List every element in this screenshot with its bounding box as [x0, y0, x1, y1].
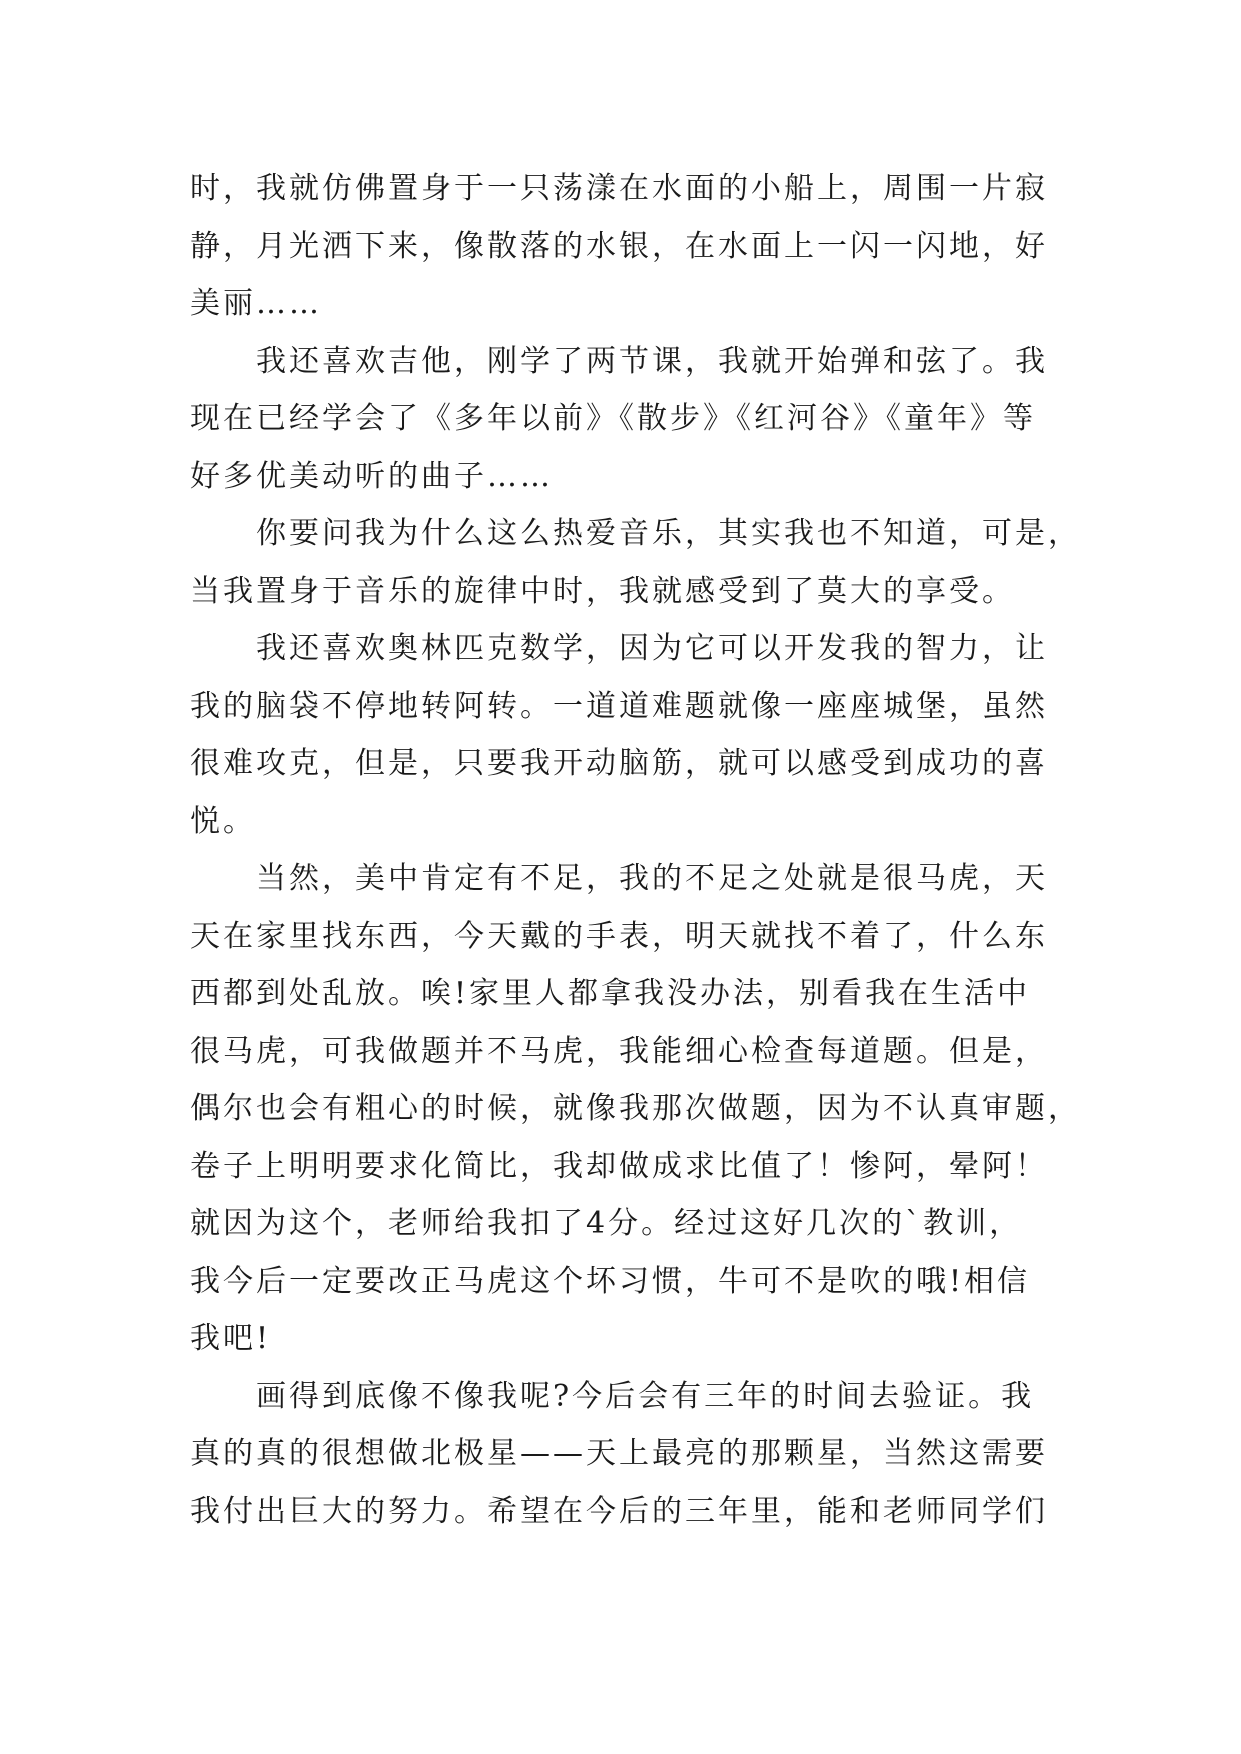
text-line: 悦。 [190, 803, 256, 839]
text-line: 天在家里找东西，今天戴的手表，明天就找不着了，什么东 [190, 918, 1048, 954]
text-line: 真的真的很想做北极星——天上最亮的那颗星，当然这需要 [190, 1436, 1048, 1471]
text-line: 偶尔也会有粗心的时候，就像我那次做题，因为不认真审题， [190, 1091, 1081, 1126]
text-line: 你要问我为什么这么热爱音乐，其实我也不知道，可是， [190, 516, 1081, 551]
text-line: 画得到底像不像我呢?今后会有三年的时间去验证。我 [190, 1378, 1035, 1414]
text-line: 我吧! [190, 1321, 272, 1356]
text-line: 我还喜欢奥林匹克数学，因为它可以开发我的智力，让 [190, 631, 1048, 666]
text-line: 我的脑袋不停地转阿转。一道道难题就像一座座城堡，虽然 [190, 688, 1048, 724]
text-line: 就因为这个，老师给我扣了4分。经过这好几次的`教训， [190, 1206, 1023, 1241]
text-line: 现在已经学会了《多年以前》《散步》《红河谷》《童年》等 [190, 401, 1036, 436]
text-line: 很马虎，可我做题并不马虎，我能细心检查每道题。但是， [190, 1033, 1048, 1069]
text-line: 静，月光洒下来，像散落的水银，在水面上一闪一闪地，好 [190, 228, 1048, 264]
text-line: 西都到处乱放。唉!家里人都拿我没办法，别看我在生活中 [190, 976, 1031, 1011]
text-line: 很难攻克，但是，只要我开动脑筋，就可以感受到成功的喜 [190, 746, 1048, 781]
text-line: 我今后一定要改正马虎这个坏习惯，牛可不是吹的哦!相信 [190, 1263, 1031, 1299]
text-line: 当我置身于音乐的旋律中时，我就感受到了莫大的享受。 [190, 573, 1015, 609]
text-line: 我付出巨大的努力。希望在今后的三年里，能和老师同学们 [190, 1493, 1048, 1529]
text-line: 卷子上明明要求化简比，我却做成求比值了！惨阿，晕阿！ [190, 1148, 1048, 1184]
text-line: 美丽…… [190, 286, 322, 321]
document-body-text [190, 160, 1081, 1540]
text-line: 好多优美动听的曲子…… [190, 458, 553, 494]
text-line: 当然，美中肯定有不足，我的不足之处就是很马虎，天 [190, 861, 1048, 896]
text-line: 我还喜欢吉他，刚学了两节课，我就开始弹和弦了。我 [190, 343, 1048, 379]
text-line: 时，我就仿佛置身于一只荡漾在水面的小船上，周围一片寂 [190, 171, 1048, 206]
